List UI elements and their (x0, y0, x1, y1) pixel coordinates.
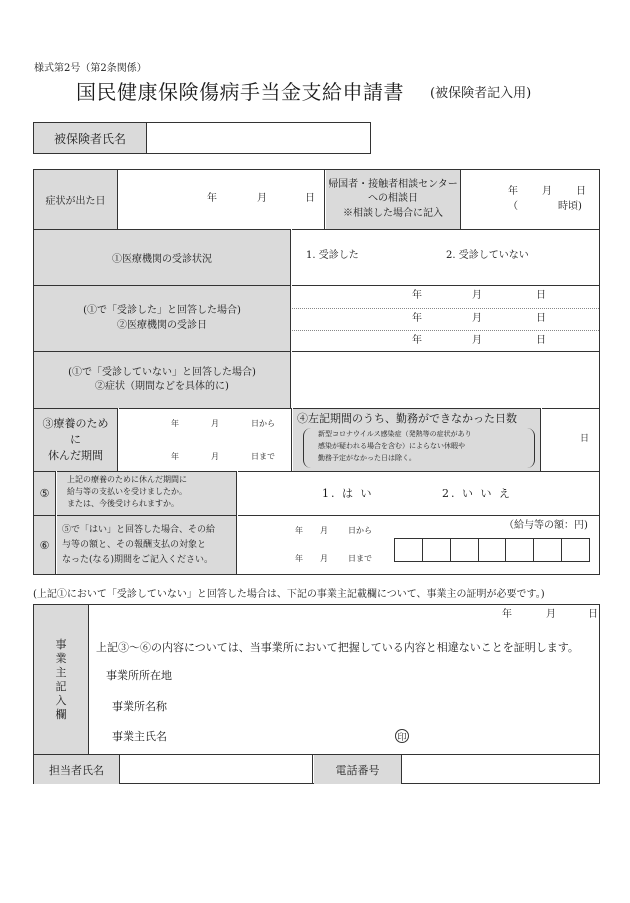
q4-note-2: 感染が疑われる場合を含む）によらない休暇や (318, 442, 465, 450)
employer-address-field[interactable] (190, 667, 580, 687)
consult-label-1: 帰国者・接触者相談センター (328, 178, 458, 190)
consult-day-unit: 日 (576, 186, 586, 197)
consult-year-unit: 年 (508, 186, 518, 197)
side-char: 記 (55, 679, 67, 693)
q2-date-row[interactable] (292, 286, 599, 308)
consult-label-3: ※相談した場合に記入 (343, 207, 443, 219)
q2b-label (34, 351, 291, 408)
q2-year-unit: 年 (412, 335, 422, 346)
consult-label-2: への相談日 (368, 193, 418, 205)
q2-label-1: (①で「受診した」と回答した場合) (83, 305, 241, 316)
employer-owner-field[interactable] (190, 728, 390, 748)
side-char: 主 (55, 665, 67, 679)
q2-month-unit: 月 (472, 290, 482, 301)
employer-side-label (34, 605, 89, 754)
insured-name-field[interactable] (148, 123, 370, 153)
amount-digit-box[interactable] (534, 539, 562, 561)
amount-digit-box[interactable] (451, 539, 479, 561)
contact-name-field[interactable] (121, 755, 313, 784)
side-char: 事 (55, 637, 67, 651)
consult-date-label (326, 170, 461, 229)
side-char: 業 (55, 651, 67, 665)
amount-digit-box[interactable] (479, 539, 507, 561)
q6-to-suffix: 日まで (348, 554, 372, 563)
q6-amount-label: （給与等の額：円) (504, 520, 588, 531)
q6-text-1: ⑤で「はい」と回答した場合、その給 (62, 525, 216, 535)
q5-question (57, 471, 237, 515)
symptom-date-field[interactable] (119, 170, 325, 229)
q6-amount-boxes[interactable] (394, 538, 590, 562)
q2-year-unit: 年 (412, 313, 422, 324)
q2-date-row[interactable] (292, 308, 599, 330)
q3-label-1: ③療養のため (42, 417, 109, 431)
q3-to-year: 年 (171, 452, 179, 461)
employer-month-unit: 月 (546, 609, 556, 620)
q2b-label-2: ②症状（期間などを具体的に) (95, 381, 229, 392)
symptom-day-unit: 日 (305, 193, 315, 204)
seal-icon: 印 (395, 729, 409, 743)
q4-note-bracket (303, 428, 535, 468)
consult-date-field[interactable] (462, 170, 599, 229)
q2-day-unit: 日 (536, 290, 546, 301)
amount-digit-box[interactable] (395, 539, 423, 561)
q6-number: ⑥ (34, 515, 56, 574)
employer-name-label: 事業所名称 (112, 700, 167, 713)
consult-month-unit: 月 (542, 186, 552, 197)
q6-fields[interactable] (238, 515, 599, 574)
q2-date-row[interactable] (292, 330, 599, 352)
q1-label: ①医療機関の受診状況 (34, 229, 291, 285)
q4-day-unit: 日 (580, 434, 590, 444)
q4-note-1: 新型コロナウイルス感染症（発熱等の症状があり (318, 430, 472, 438)
q2-label-2: ②医療機関の受診日 (117, 319, 207, 331)
q4-note-3: 勤務予定がなかった日は除く。 (318, 454, 416, 462)
q2-month-unit: 月 (472, 313, 482, 324)
insured-name-label: 被保険者氏名 (34, 123, 147, 153)
q6-text-3: なった(なる)期間をご記入ください。 (62, 555, 214, 565)
q5-text-2: 給与等の支払いを受けましたか。 (67, 487, 187, 496)
employer-name-field[interactable] (190, 698, 580, 718)
q6-to-year: 年 (295, 554, 303, 563)
q6-question (57, 515, 237, 574)
q3-from-suffix: 日から (251, 419, 275, 428)
q6-from-suffix: 日から (348, 526, 372, 535)
symptom-date-label: 症状が出た日 (34, 170, 118, 229)
q3-label-3: 休んだ期間 (48, 448, 103, 462)
q3-from-year: 年 (171, 419, 179, 428)
form-number: 様式第2号（第2条関係） (34, 63, 147, 74)
q2-month-unit: 月 (472, 335, 482, 346)
employer-year-unit: 年 (502, 609, 512, 620)
form-subtitle: (被保険者記入用) (430, 86, 532, 101)
employer-address-label: 事業所所在地 (106, 669, 172, 682)
application-table (33, 169, 600, 575)
amount-digit-box[interactable] (423, 539, 451, 561)
q5-text-1: 上記の療養のために休んだ期間に (67, 475, 187, 484)
employer-day-unit: 日 (588, 609, 598, 620)
contact-name-label: 担当者氏名 (34, 755, 120, 784)
employer-body (90, 605, 599, 754)
q3-label-2: に (70, 433, 81, 447)
insured-name-row (33, 122, 371, 154)
q6-to-month: 月 (320, 554, 328, 563)
q5-options[interactable] (238, 471, 599, 515)
q6-text-2: 与等の額と、その報酬支払の対象と (62, 540, 207, 550)
q3-period-field[interactable] (119, 408, 292, 471)
q5-option-yes[interactable]: 1. は い (322, 487, 374, 500)
q2-year-unit: 年 (412, 290, 422, 301)
q2-label (34, 285, 291, 351)
amount-digit-box[interactable] (562, 539, 589, 561)
q6-from-year: 年 (295, 526, 303, 535)
q2-day-unit: 日 (536, 313, 546, 324)
q5-number: ⑤ (34, 471, 56, 515)
q2-day-unit: 日 (536, 335, 546, 346)
q4-days-field[interactable] (542, 408, 599, 471)
q3-to-month: 月 (211, 452, 219, 461)
q6-from-month: 月 (320, 526, 328, 535)
q5-text-3: または、今後受けられますか。 (67, 499, 179, 508)
q2-dates[interactable] (292, 285, 599, 351)
phone-label: 電話番号 (314, 755, 402, 784)
q3-to-suffix: 日まで (251, 452, 275, 461)
q4-label-text: ④左記期間のうち、勤務ができなかった日数 (297, 412, 517, 425)
consult-time: （ 時頃) (508, 201, 582, 212)
q3-from-month: 月 (211, 419, 219, 428)
side-char: 入 (55, 693, 67, 707)
employer-contact-row (34, 754, 599, 783)
q1-options[interactable] (292, 229, 599, 285)
employer-owner-label: 事業主氏名 (112, 730, 167, 743)
symptom-year-unit: 年 (207, 193, 217, 204)
q3-label (34, 408, 118, 471)
q4-label (293, 408, 541, 471)
q1-option-visited[interactable]: 1. 受診した (306, 250, 359, 261)
employer-statement: 上記③～⑥の内容については、当事業所において把握している内容と相違ないことを証明します。 (96, 641, 579, 654)
q5-option-no[interactable]: 2. い い え (442, 487, 512, 500)
phone-field[interactable] (403, 755, 599, 784)
q1-option-not-visited[interactable]: 2. 受診していない (446, 250, 529, 261)
q2b-label-1: (①で「受診していない」と回答した場合) (68, 366, 256, 378)
form-title: 国民健康保険傷病手当金支給申請書 (76, 80, 404, 104)
employer-section (33, 604, 600, 784)
side-char: 欄 (55, 707, 67, 721)
employer-note: (上記①において「受診していない」と回答した場合は、下記の事業主記載欄について、事業主の証明が必要です。) (33, 589, 545, 600)
amount-digit-box[interactable] (506, 539, 534, 561)
q2b-field[interactable] (292, 351, 599, 408)
symptom-month-unit: 月 (257, 193, 267, 204)
